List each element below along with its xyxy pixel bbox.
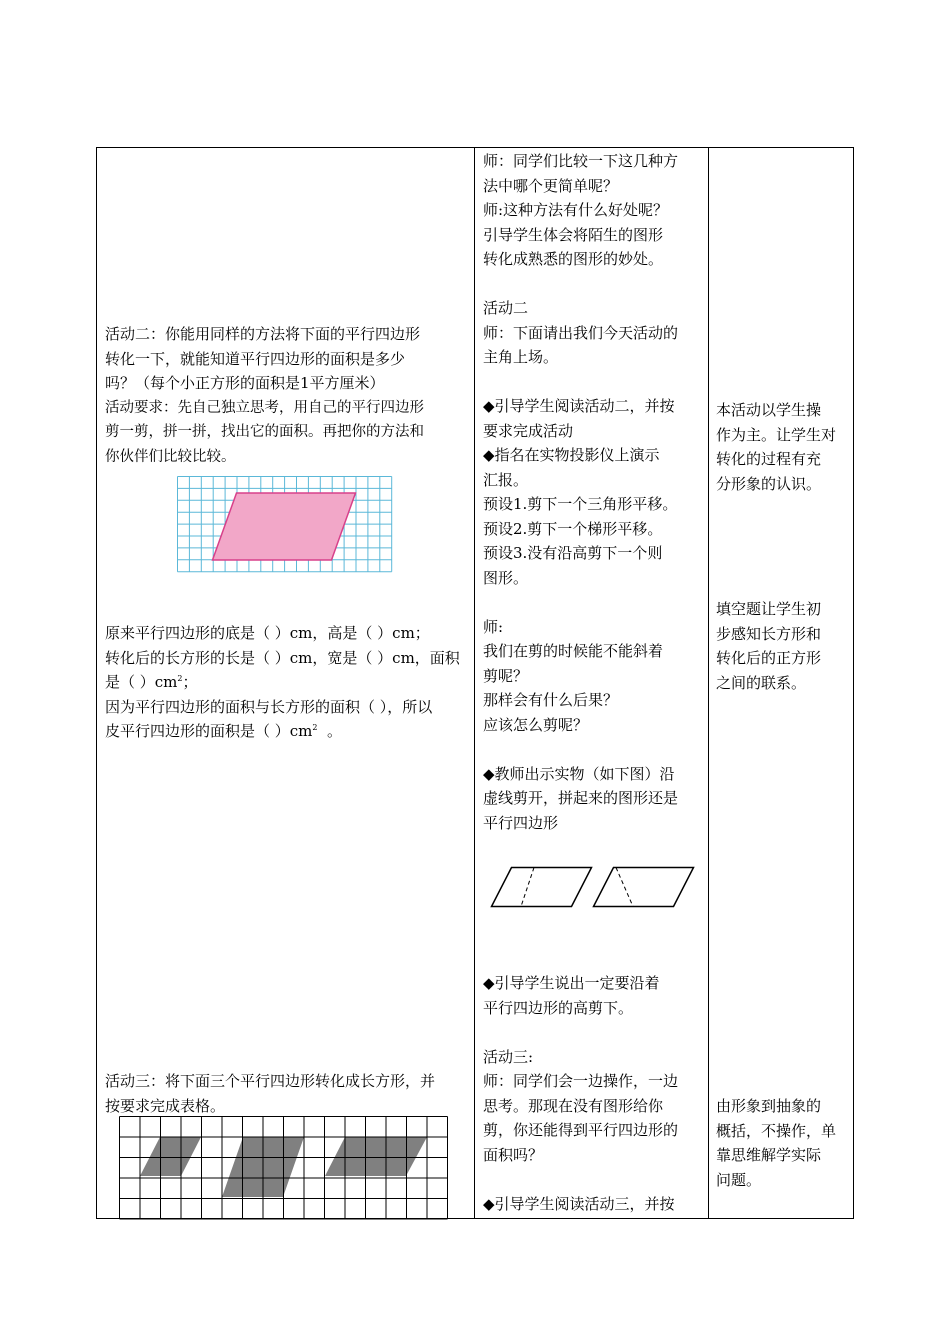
text-span: ； [182,673,198,691]
text-line: 要求完成活动 [483,421,574,440]
text-line: 因为平行四边形的面积与长方形的面积（ ），所以 [105,697,433,716]
text-line: 作为主。让学生对 [716,425,837,444]
fill-in-questions [105,621,460,744]
text-line: 虚线剪开，拼起来的图形还是 [483,789,679,807]
text-line: 面积吗？ [483,1145,544,1164]
text-line: 由形象到抽象的 [716,1097,822,1115]
text-line: 填空题让学生初 [716,600,822,618]
text-line: 原来平行四边形的底是（ ）cm，高是（ ）cm； [105,624,430,642]
text-line: 剪一剪，拼一拼，找出它的面积。再把你的方法和 [105,424,424,440]
middle-column-text-lower [483,971,678,1216]
text-line: 预设3.没有沿高剪下一个则 [483,544,663,562]
parallelogram-right [594,868,694,907]
text-line: 思考。那现在没有图形给你 [483,1096,664,1115]
text-line: 师:这种方法有什么好处呢？ [483,201,669,219]
text-line [105,719,460,744]
dashed-cut-line-left [521,868,534,907]
text-line: 平行四边形 [483,813,559,832]
grey-parallelogram-3 [325,1137,427,1176]
text-line: 概括，不操作，单 [716,1121,837,1140]
text-line: 转化成熟悉的图形的妙处。 [483,250,664,268]
design-note-2 [716,597,821,695]
text-line: 步感知长方形和 [716,624,822,643]
text-span: 皮平行四边形的面积是（ ）cm [105,722,313,740]
text-line: 之间的联系。 [716,673,807,692]
text-line: 引导学生体会将陌生的图形 [483,225,664,244]
design-note-1 [716,398,836,496]
text-line: 转化后的长方形的长是（ ）cm，宽是（ ）cm，面积 [105,648,460,667]
text-line: 剪，你还能得到平行四边形的 [483,1121,679,1139]
grid-parallelogram-figure [177,476,392,577]
text-line: 汇报。 [483,470,529,489]
text-line: 转化一下，就能知道平行四边形的面积是多少 [105,349,406,368]
text-line: 法中哪个更简单呢？ [483,176,619,195]
text-line: 活动二：你能用同样的方法将下面的平行四边形 [105,325,421,343]
text-line: 师：同学们比较一下这几种方 [483,152,679,170]
text-line: 转化的过程有充 [716,450,822,468]
grey-parallelogram-1 [140,1137,201,1176]
text-line: 剪呢？ [483,666,529,685]
superscript: 2 [177,674,183,683]
text-line: ◆引导学生阅读活动三，并按 [483,1194,675,1213]
text-line: 图形。 [483,568,529,587]
text-line: 平行四边形的高剪下。 [483,998,634,1017]
text-line: 师: [483,617,504,636]
pink-parallelogram [213,493,356,560]
text-line: ◆指名在实物投影仪上演示 [483,446,660,464]
text-line: ◆引导学生说出一定要沿着 [483,974,660,992]
design-note-3 [716,1094,836,1192]
activity2-intro [105,322,424,469]
superscript: 2 [312,723,318,732]
text-line: 主角上场。 [483,348,559,366]
text-line: 活动二 [483,299,529,317]
text-line [105,670,460,695]
text-line: 师：下面请出我们今天活动的 [483,323,679,342]
text-line: 预设1.剪下一个三角形平移。 [483,495,678,513]
text-line: 靠思维解学实际 [716,1146,822,1164]
text-line: 转化后的正方形 [716,649,822,667]
text-line: 预设2.剪下一个梯形平移。 [483,519,663,538]
text-line: ◆引导学生阅读活动二，并按 [483,397,675,415]
activity3-intro [105,1069,435,1118]
text-line: 吗？（每个小正方形的面积是1平方厘米） [105,374,385,392]
black-grid-figure [119,1116,451,1219]
text-line: 分形象的认识。 [716,474,822,493]
cut-parallelograms-figure [490,866,695,908]
text-line: 按要求完成表格。 [105,1096,226,1115]
parallelogram-left [492,868,592,907]
column-divider-2 [708,148,709,1218]
text-line: 本活动以学生操 [716,401,822,419]
text-span: 是（ ）cm [105,673,178,691]
text-line: 问题。 [716,1170,762,1189]
text-line: 活动三: [483,1047,534,1066]
middle-column-text [483,149,678,835]
text-line: 我们在剪的时候能不能斜着 [483,642,664,660]
text-line: 那样会有什么后果？ [483,691,619,709]
dashed-cut-line-right [616,868,633,907]
column-divider-1 [474,148,475,1218]
text-span: 。 [317,722,343,740]
text-line: 应该怎么剪呢？ [483,715,589,734]
text-line: ◆教师出示实物（如下图）沿 [483,764,675,783]
text-line: 活动三：将下面三个平行四边形转化成长方形，并 [105,1072,436,1090]
text-line: 你伙伴们比较比较。 [105,448,236,465]
text-line: 师：同学们会一边操作，一边 [483,1072,679,1090]
text-line: 活动要求：先自己独立思考，用自己的平行四边形 [105,399,424,416]
